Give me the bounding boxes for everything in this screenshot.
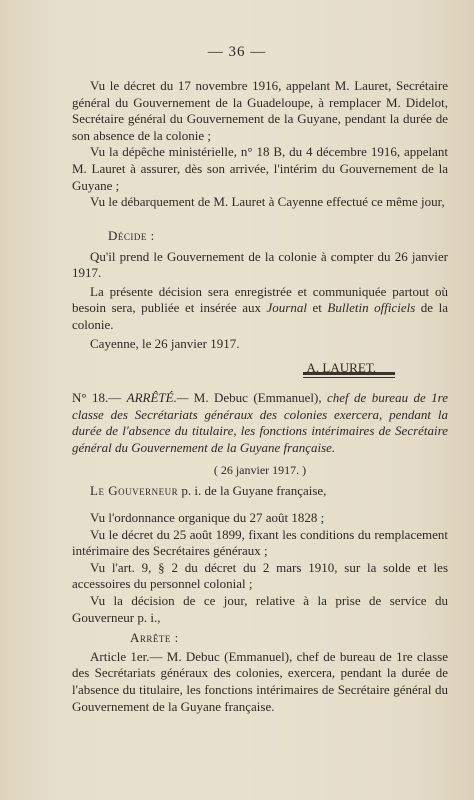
second-decree-considerants xyxy=(72,510,448,715)
considerant-paragraph: Vu la dépêche ministérielle, n° 18 B, du 4 décembre 1916, appelant M. Lauret à assurer, dès son arrivée, l'intérim du Gouvernement de la Guyane ; xyxy=(72,144,448,193)
signature: A. LAURET. xyxy=(306,360,376,376)
second-decree-header xyxy=(72,390,448,500)
separator-rule-thin xyxy=(303,377,395,378)
decision-text: Qu'il prend le Gouvernement de la colonie à compter du 26 janvier 1917. xyxy=(72,248,448,281)
considerant-paragraph: Vu l'art. 9, § 2 du décret du 2 mars 1910, sur la solde et les accessoires du personnel colonial ; xyxy=(72,559,448,592)
decree-summary: N° 18.— ARRÊTÉ.— M. Debuc (Emmanuel), chef de bureau de 1re classe des Secrétariats généraux des colonies exercera, pendant la durée de l'absence du titulaire, les fonctions intérimaires de Secrétaire général du Gouvernement de la Guyane française. xyxy=(72,390,449,455)
journal-ref: Journal xyxy=(266,300,307,316)
decide-heading: Décide : xyxy=(108,228,155,243)
considerant-paragraph: Vu l'ordonnance organique du 27 août 1828 ; xyxy=(90,510,325,525)
considerant-paragraph: Vu la décision de ce jour, relative à la prise de service du Gouverneur p. i., xyxy=(72,592,448,625)
considerant-paragraph: Vu le décret du 17 novembre 1916, appelant M. Lauret, Secrétaire général du Gouvernement de la Guadeloupe, à remplacer M. Didelot, Secrétaire général du Gouvernement de la Guyane, pendant la durée de son absence de la colonie ; xyxy=(72,78,448,143)
arrete-heading: Arrête : xyxy=(130,630,179,646)
article-1: Article 1er.— M. Debuc (Emmanuel), chef de bureau de 1re classe des Secrétariats généraux des colonies, exercera, pendant la durée de l'absence du titulaire, les fonctions intérimaires de Secrétaire général du Gouvernement de la Guyane française. xyxy=(72,648,448,714)
decree-number: N° 18.— xyxy=(72,390,122,405)
page-number: — 36 — xyxy=(207,44,267,60)
publication-text: La présente décision sera enregistrée et communiquée partout où besoin sera, publiée et insérée aux Journal et Bulletin officiels de la colonie. xyxy=(72,283,448,332)
governor-line: Le Gouverneur p. i. de la Guyane française, xyxy=(90,482,327,498)
separator-rule-thick xyxy=(303,372,395,375)
considerant-paragraph: Vu le débarquement de M. Lauret à Cayenne effectué ce même jour, xyxy=(90,194,445,210)
bulletin-ref: Bulletin officiels xyxy=(327,300,416,316)
decide-section xyxy=(72,228,448,377)
place-date: Cayenne, le 26 janvier 1917. xyxy=(90,335,240,351)
decree-type: ARRÊTÉ.— xyxy=(126,390,189,405)
decree-summary-italic: chef de bureau de 1re classe des Secrétariats généraux des colonies exercera, pendant la durée de l'absence du titulaire, les fonctions intérimaires de Secrétaire général du Gouvernement de la Guyane française. xyxy=(72,390,449,455)
considerant-paragraph: Vu le décret du 25 août 1899, fixant les conditions du remplacement intérimaire des Secrétaires généraux ; xyxy=(72,526,448,559)
decree-date: ( 26 janvier 1917. ) xyxy=(213,463,307,478)
first-decree xyxy=(72,78,448,211)
